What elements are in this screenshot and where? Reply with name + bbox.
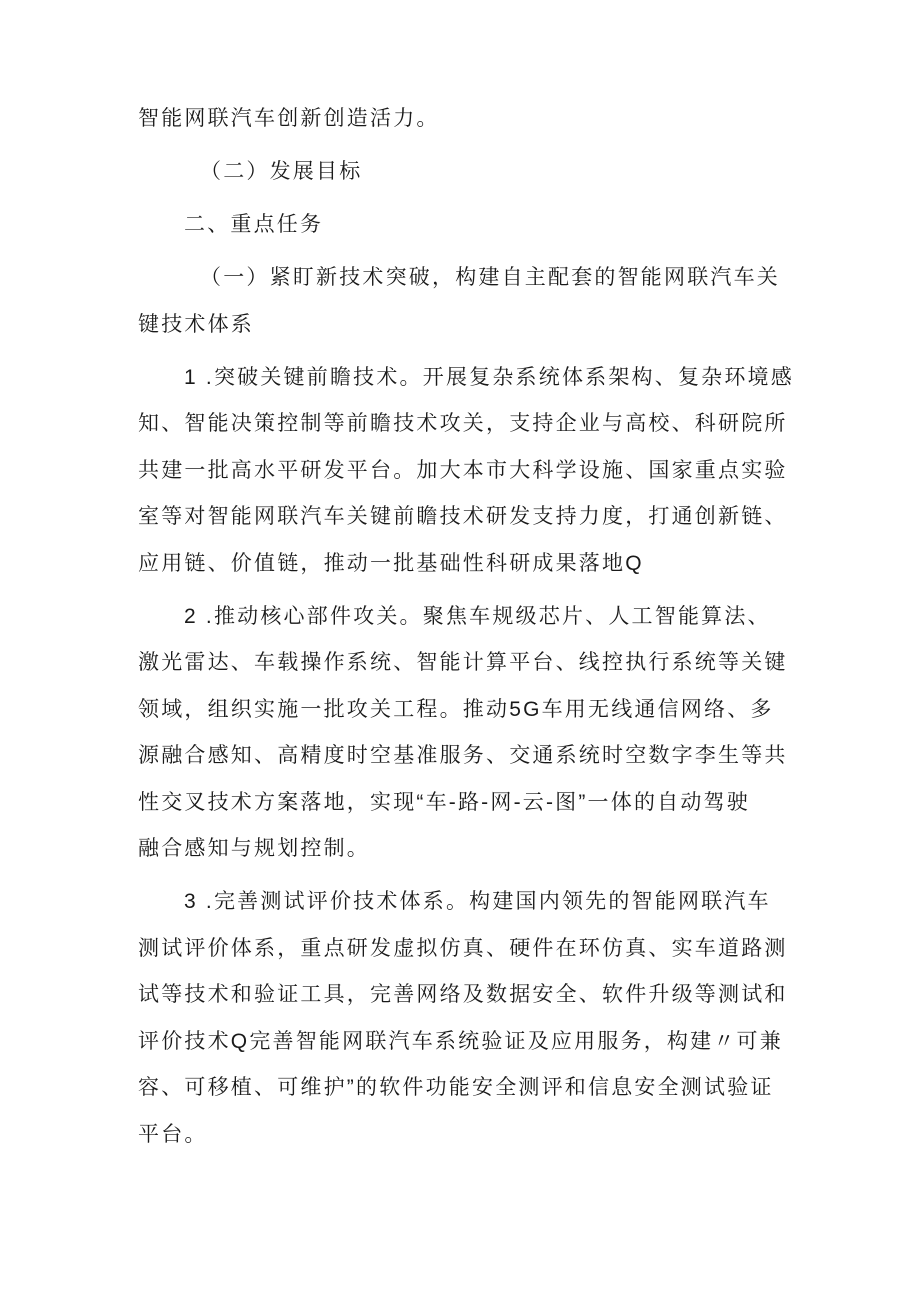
heading-key-tasks [138,202,798,249]
text-line: 平台。 [138,1122,208,1146]
text-line: 性交叉技术方案落地，实现“车-路-网-云-图”一体的自动驾驶 [138,790,750,814]
text-line: 测试评价体系，重点研发虚拟仿真、硬件在环仿真、实车道路测 [138,936,788,960]
text-line: （二）发展目标 [200,160,363,183]
text-line: 2 .推动核心部件攻关。聚焦车规级芯片、人工智能算法、 [184,604,771,628]
paragraph-item-3 [138,879,798,1158]
paragraph-item-2 [138,594,798,873]
text-line: 试等技术和验证工具，完善网络及数据安全、软件升级等测试和 [138,983,788,1006]
text-line: 键技术体系 [138,312,254,336]
text-line: 3 .完善测试评价技术体系。构建国内领先的智能网联汽车 [184,890,771,913]
heading-development-goals [138,149,798,196]
text-line: 源融合感知、高精度时空基准服务、交通系统时空数字李生等共 [138,744,788,767]
text-line: 二、重点任务 [184,213,324,236]
heading-subsection-1 [138,255,798,348]
text-line: 共建一批高水平研发平台。加大本市大科学设施、国家重点实验 [138,458,788,482]
paragraph-intro-tail [138,96,798,143]
text-line: 领域，组织实施一批攻关工程。推动5G车用无线通信网络、多 [138,697,774,721]
text-line: 1 .突破关键前瞻技术。开展复杂系统体系架构、复杂环境感 [184,365,794,389]
document-page [138,96,798,1165]
text-line: （一）紧盯新技术突破，构建自主配套的智能网联汽车关 [200,266,780,289]
text-line: 智能网联汽车创新创造活力。 [138,107,440,130]
text-line: 应用链、价值链，推动一批基础性科研成果落地Q [138,551,644,575]
text-line: 评价技术Q完善智能网联汽车系统验证及应用服务，构建〃可兼 [138,1029,783,1053]
text-line: 激光雷达、车载操作系统、智能计算平台、线控执行系统等关键 [138,651,788,674]
text-line: 容、可移植、可维护”的软件功能安全测评和信息安全测试验证 [138,1076,774,1099]
text-line: 融合感知与规划控制。 [138,837,370,860]
text-line: 室等对智能网联汽车关键前瞻技术研发支持力度，打通创新链、 [138,505,788,528]
text-line: 知、智能决策控制等前瞻技术攻关，支持企业与高校、科研院所 [138,412,788,435]
paragraph-item-1 [138,355,798,588]
